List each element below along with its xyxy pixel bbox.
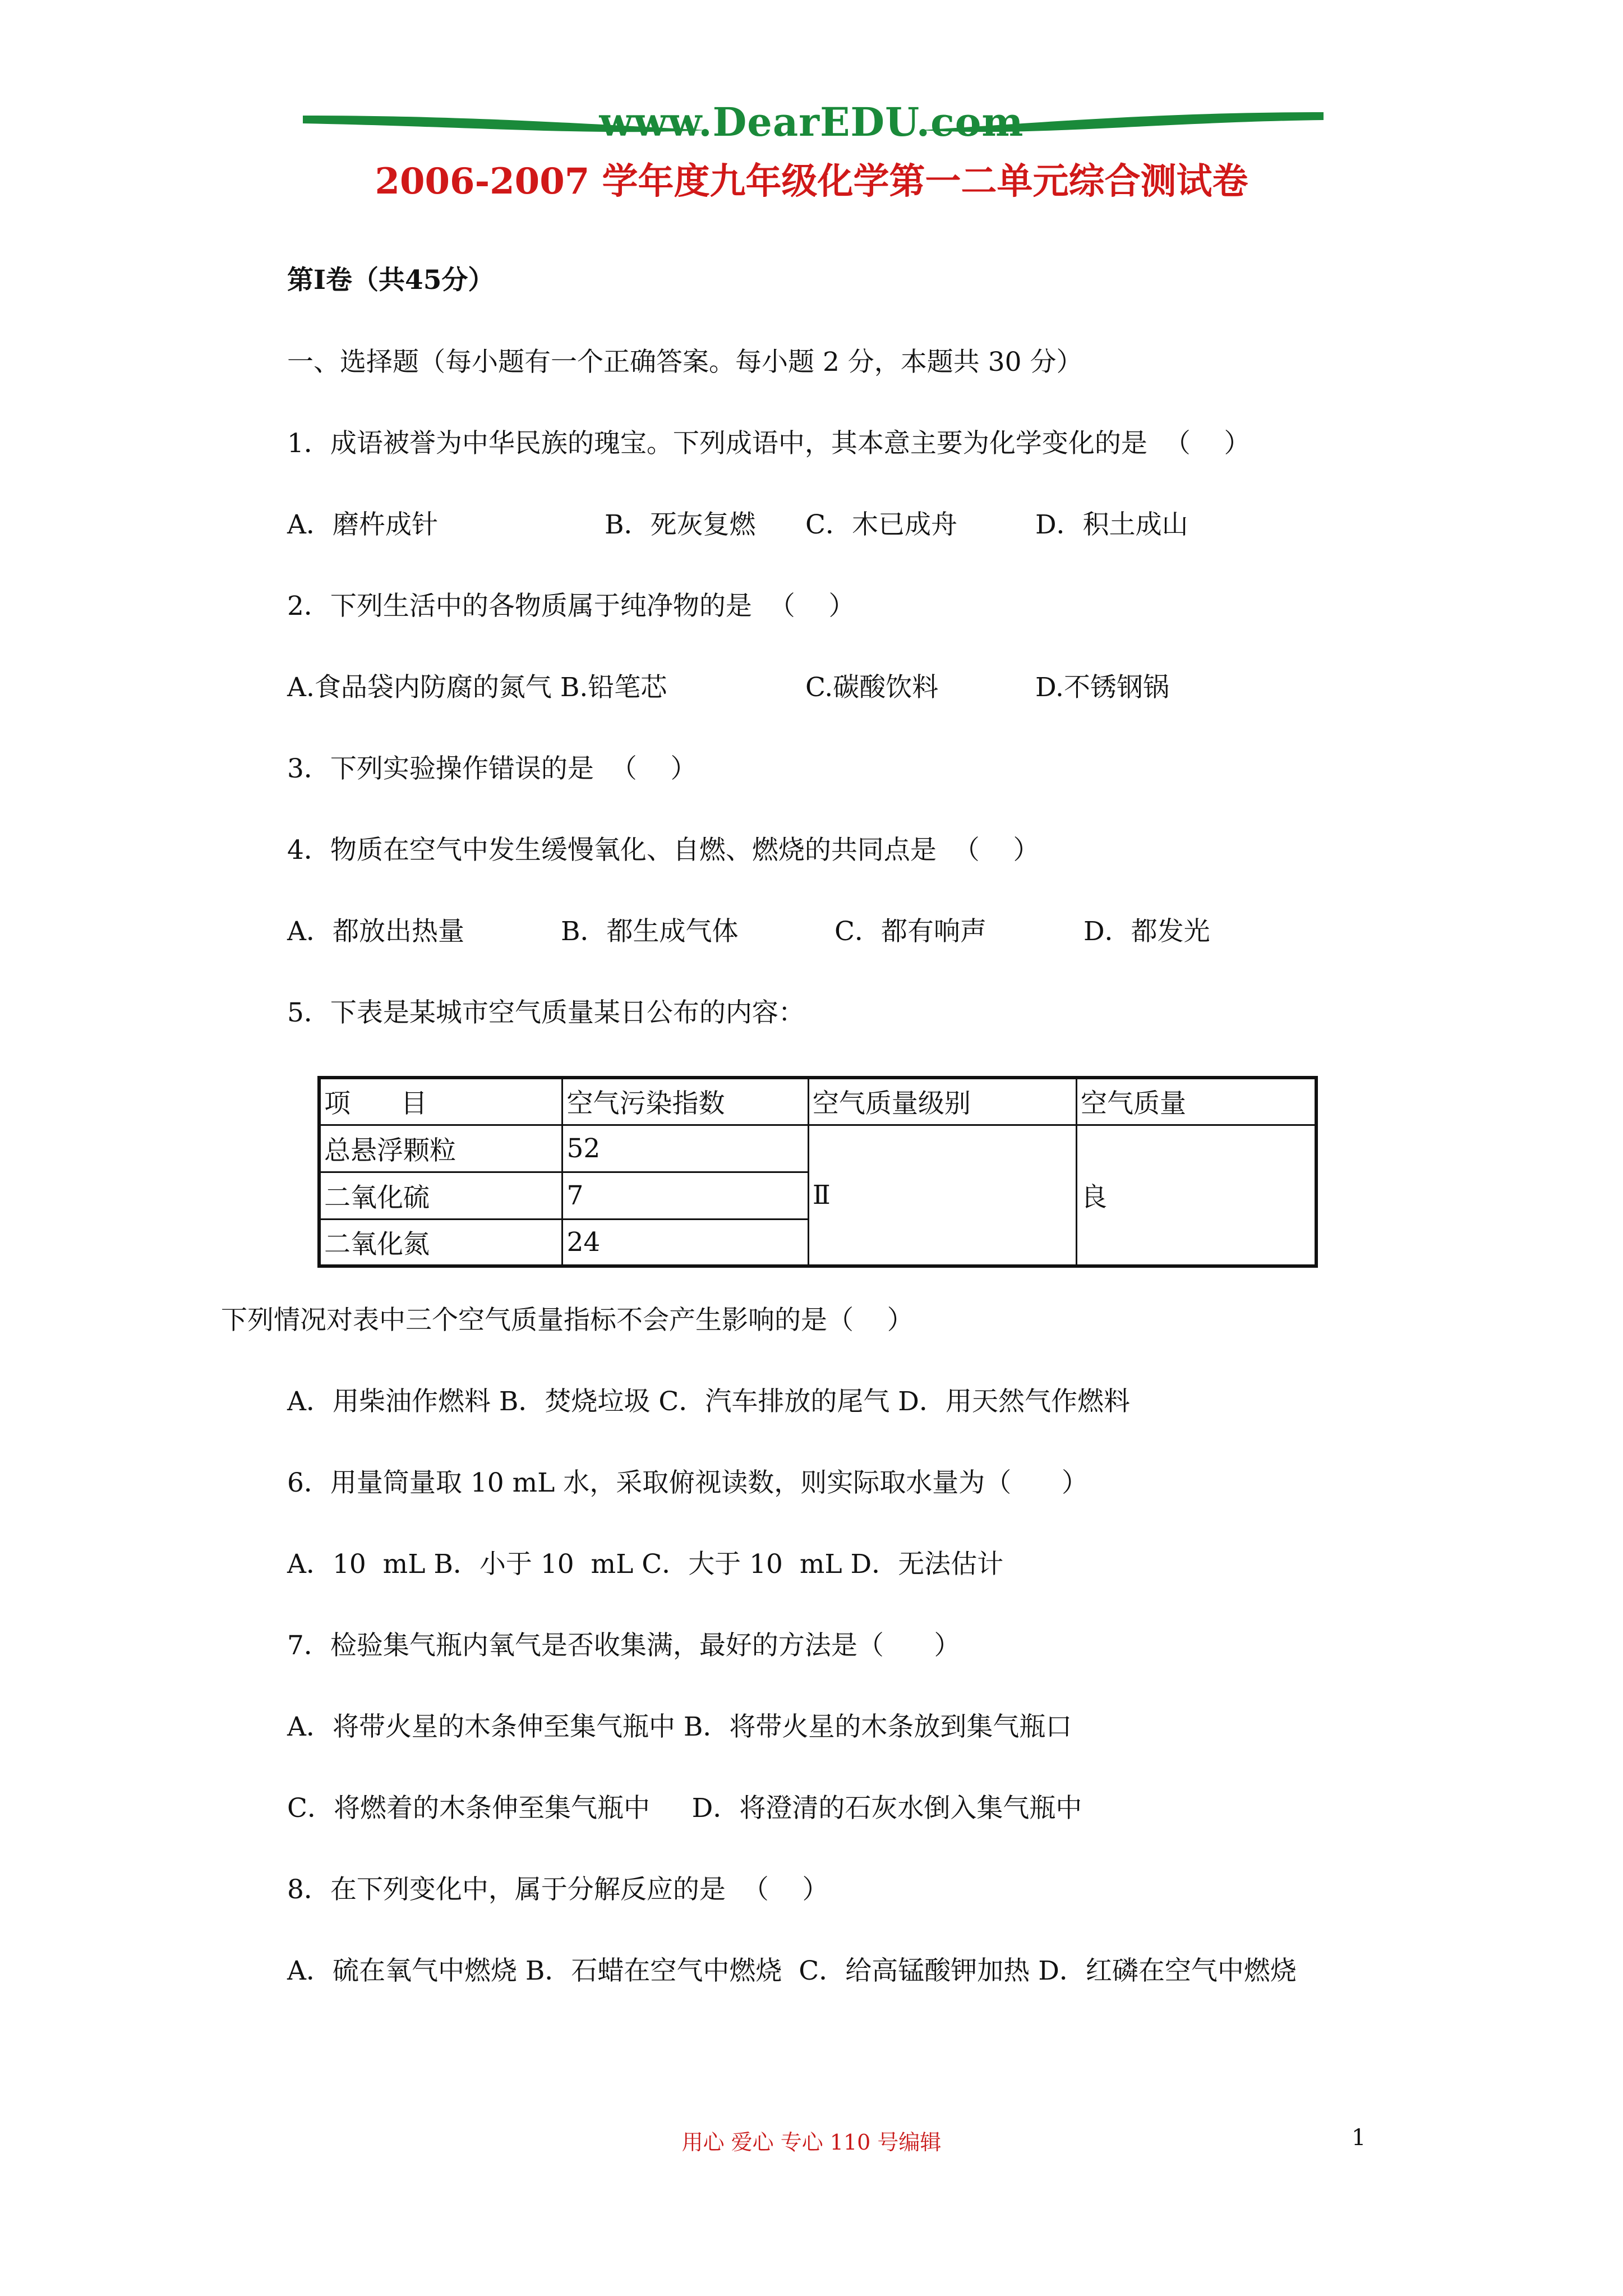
site-logo-text: www.DearEDU.com	[599, 99, 1024, 145]
table-header-row	[319, 1078, 1316, 1125]
question-1-stem: 1．成语被誉为中华民族的瑰宝。下列成语中，其本意主要为化学变化的是 （ ）	[287, 428, 1251, 459]
table-header-cell: 空气质量	[1077, 1078, 1316, 1125]
part-heading: 一、选择题（每小题有一个正确答案。每小题 2 分，本题共 30 分）	[287, 347, 1083, 378]
table-cell: 24	[562, 1219, 808, 1266]
question-7-options-line2: C．将燃着的木条伸至集气瓶中 D．将澄清的石灰水倒入集气瓶中	[287, 1793, 1082, 1824]
question-4-option-c: C．都有响声	[834, 916, 986, 947]
table-cell: 52	[562, 1125, 808, 1172]
page-title: 2006-2007 学年度九年级化学第一二单元综合测试卷	[375, 160, 1248, 203]
air-quality-table	[317, 1076, 1318, 1268]
table-cell: 二氧化硫	[319, 1172, 562, 1219]
question-1-option-c: C．木已成舟	[805, 509, 957, 540]
question-4-stem: 4．物质在空气中发生缓慢氧化、自燃、燃烧的共同点是 （ ）	[287, 835, 1040, 866]
table-row	[319, 1125, 1316, 1172]
question-6-options: A．10 mL B．小于 10 mL C．大于 10 mL D．无法估计	[287, 1549, 1004, 1580]
question-7-options-line1: A．将带火星的木条伸至集气瓶中 B．将带火星的木条放到集气瓶口	[287, 1711, 1072, 1742]
section-heading: 第Ⅰ卷（共45分）	[287, 265, 495, 296]
footer-text: 用心 爱心 专心 110 号编辑	[681, 2130, 942, 2155]
page-number: 1	[1352, 2125, 1366, 2151]
question-8-options: A．硫在氧气中燃烧 B．石蜡在空气中燃烧 C．给高锰酸钾加热 D．红磷在空气中燃烧	[287, 1955, 1297, 1986]
question-1-option-b: B．死灰复燃	[605, 509, 756, 540]
question-1-option-a: A．磨杵成针	[287, 509, 438, 540]
table-header-cell: 空气质量级别	[808, 1078, 1076, 1125]
question-7-stem: 7．检验集气瓶内氧气是否收集满，最好的方法是（ ）	[287, 1630, 961, 1661]
question-4-option-a: A．都放出热量	[287, 916, 464, 947]
question-8-stem: 8．在下列变化中，属于分解反应的是 （ ）	[287, 1874, 829, 1905]
question-2-stem: 2．下列生活中的各物质属于纯净物的是 （ ）	[287, 591, 855, 622]
question-1-option-d: D．积土成山	[1035, 509, 1188, 540]
question-4-option-b: B．都生成气体	[561, 916, 739, 947]
table-cell: 总悬浮颗粒	[319, 1125, 562, 1172]
air-quality-level-cell: Ⅱ	[808, 1125, 1076, 1266]
question-5-follow: 下列情况对表中三个空气质量指标不会产生影响的是（ ）	[221, 1305, 914, 1336]
air-quality-cell: 良	[1077, 1125, 1316, 1266]
table-cell: 7	[562, 1172, 808, 1219]
table-header-cell: 空气污染指数	[562, 1078, 808, 1125]
table-header-cell: 项 目	[319, 1078, 562, 1125]
question-5-options: A．用柴油作燃料 B．焚烧垃圾 C．汽车排放的尾气 D．用天然气作燃料	[287, 1386, 1130, 1417]
question-2-option-d: D.不锈钢锅	[1035, 672, 1169, 703]
question-3-stem: 3．下列实验操作错误的是 （ ）	[287, 753, 697, 784]
question-5-stem: 5．下表是某城市空气质量某日公布的内容：	[287, 997, 805, 1028]
question-4-option-d: D．都发光	[1083, 916, 1210, 947]
question-6-stem: 6．用量筒量取 10 mL 水，采取俯视读数，则实际取水量为（ ）	[287, 1467, 1088, 1498]
question-2-option-c: C.碳酸饮料	[805, 672, 939, 703]
table-cell: 二氧化氮	[319, 1219, 562, 1266]
question-2-option-ab: A.食品袋内防腐的氮气 B.铅笔芯	[287, 672, 667, 703]
